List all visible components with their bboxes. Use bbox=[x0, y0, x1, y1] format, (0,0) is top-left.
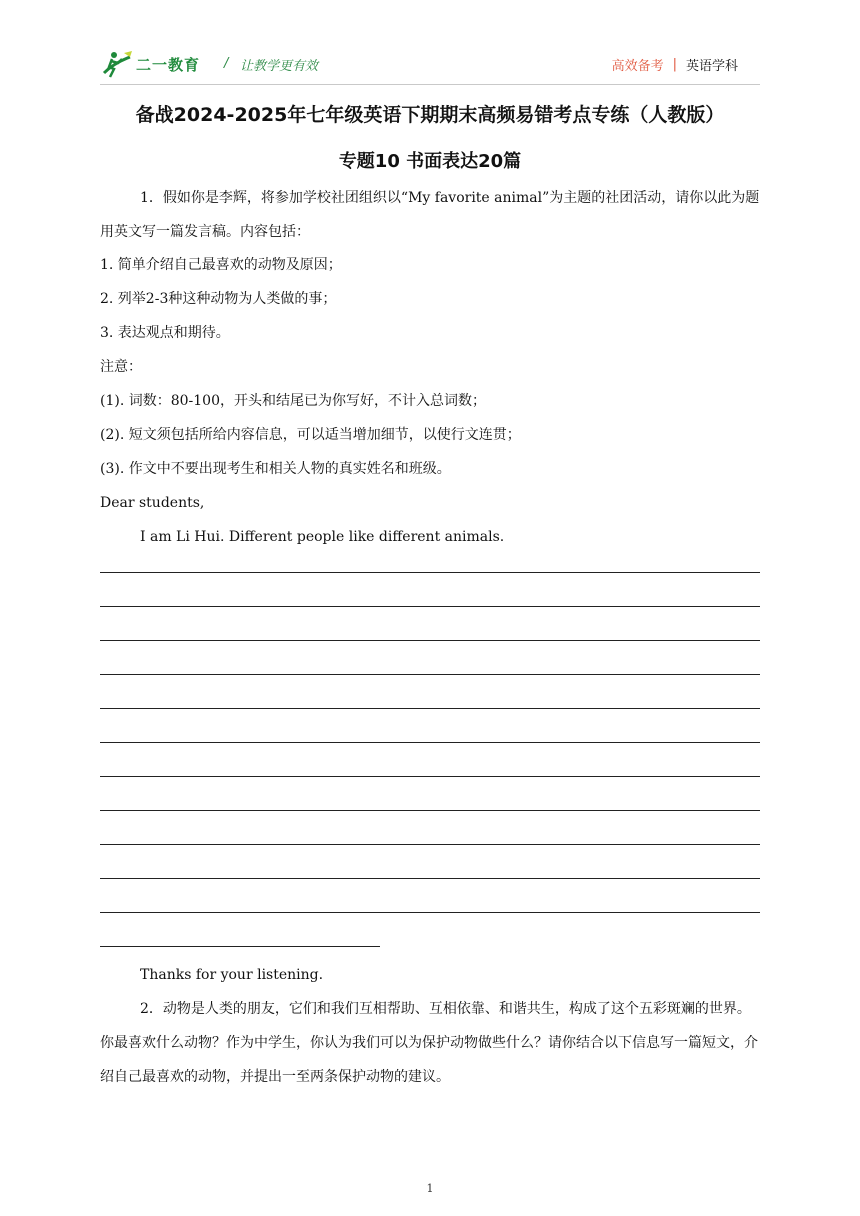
q1-opening: I am Li Hui. Different people like different animals. bbox=[140, 529, 505, 545]
q1-note-2: (2). 短文须包括所给内容信息，可以适当增加细节，以使行文连贯； bbox=[100, 427, 521, 443]
logo-text: 二一教育 bbox=[136, 55, 201, 74]
tag-exam-prep: 高效备考 bbox=[611, 59, 664, 74]
document-subtitle: 专题10 书面表达20篇 bbox=[338, 151, 522, 172]
writing-line bbox=[100, 742, 760, 743]
q1-greeting: Dear students, bbox=[100, 495, 205, 511]
tag-subject: 英语学科 bbox=[685, 59, 738, 74]
writing-line-short bbox=[100, 946, 380, 947]
q1-closing: Thanks for your listening. bbox=[140, 967, 324, 983]
q1-item-2: 2. 列举2-3种这种动物为人类做的事； bbox=[100, 291, 337, 307]
q1-item-3: 3. 表达观点和期待。 bbox=[100, 325, 230, 341]
q1-note-3: (3). 作文中不要出现考生和相关人物的真实姓名和班级。 bbox=[100, 461, 451, 477]
writing-line bbox=[100, 912, 760, 913]
page-header bbox=[100, 44, 760, 84]
writing-line bbox=[100, 674, 760, 675]
writing-line bbox=[100, 810, 760, 811]
q1-note-label: 注意： bbox=[100, 359, 142, 375]
slogan: 让教学更有效 bbox=[240, 59, 319, 74]
runner-logo-icon bbox=[100, 49, 134, 79]
q1-intro: 1．假如你是李辉，将参加学校社团组织以“My favorite animal”为主题的社团活动，请你以此为题用英文写一篇发言稿。内容包括： bbox=[100, 190, 760, 240]
logo bbox=[100, 48, 200, 80]
header-tags bbox=[612, 55, 738, 74]
tag-separator: | bbox=[672, 57, 677, 72]
writing-line bbox=[100, 606, 760, 607]
writing-line bbox=[100, 708, 760, 709]
slogan-separator: / bbox=[224, 56, 229, 71]
q2-intro: 2．动物是人类的朋友，它们和我们互相帮助、互相依靠、和谐共生，构成了这个五彩斑斓的世界。你最喜欢什么动物？作为中学生，你认为我们可以为保护动物做些什么？请你结合以下信息写一篇短文，介绍自己最喜欢的动物，并提出一至两条保护动物的建议。 bbox=[100, 1001, 758, 1085]
document-title: 备战2024-2025年七年级英语下期期末高频易错考点专练（人教版） bbox=[135, 104, 725, 126]
writing-line bbox=[100, 640, 760, 641]
q1-item-1: 1. 简单介绍自己最喜欢的动物及原因； bbox=[100, 257, 342, 273]
writing-line bbox=[100, 572, 760, 573]
writing-line bbox=[100, 776, 760, 777]
page-number: 1 bbox=[426, 1182, 434, 1195]
writing-line bbox=[100, 844, 760, 845]
writing-line bbox=[100, 878, 760, 879]
q1-note-1: (1). 词数：80-100，开头和结尾已为你写好，不计入总词数； bbox=[100, 393, 486, 409]
header-divider bbox=[100, 84, 760, 85]
